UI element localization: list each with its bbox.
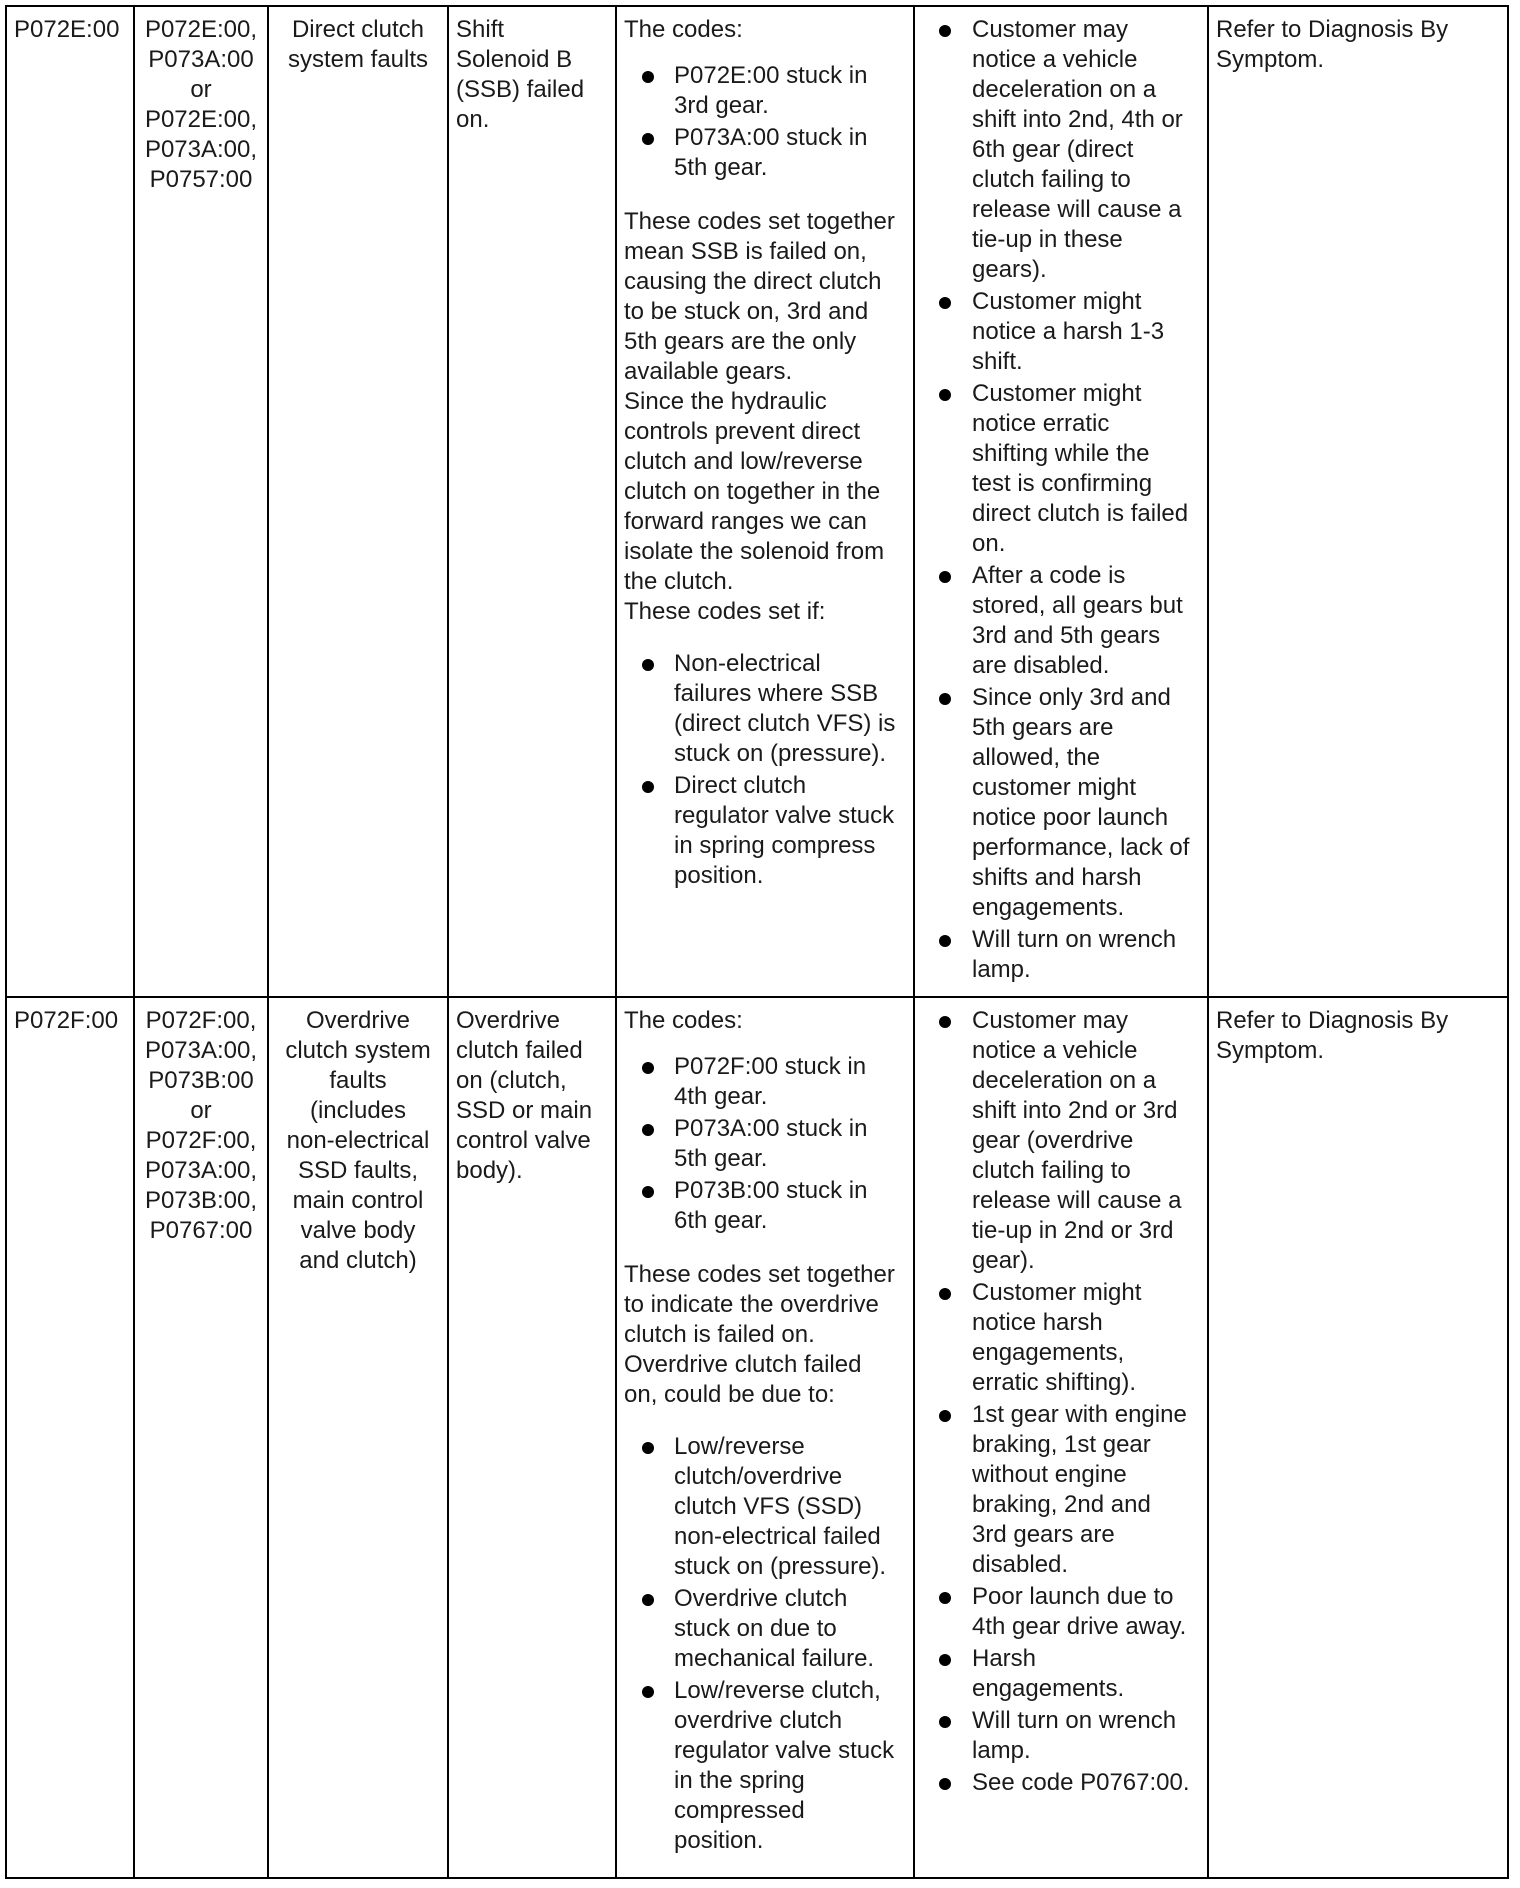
bullet-list [624,1432,906,1856]
text-line: notice poor launch [972,804,1169,831]
text-line: regulator valve stuck [674,802,895,829]
list-item [914,287,1200,377]
text-line: notice erratic [972,410,1110,437]
text-line: SSD faults, [297,1157,419,1184]
text-line: regulator valve stuck [674,1737,895,1764]
dtc-table [5,5,1509,1879]
text-line: on. [456,106,490,133]
text-line: 3rd and 5th gears [972,622,1161,649]
text-line: and clutch) [299,1247,417,1274]
text-line: position. [674,862,764,889]
text-line: stuck on due to [674,1615,837,1642]
text-line: body). [456,1157,523,1184]
text-line: causing the direct clutch [624,268,882,295]
bullet-icon [642,1442,654,1454]
list-item-text [674,1433,886,1580]
text-line: clutch/overdrive [674,1463,843,1490]
text-line: test is confirming [972,470,1153,497]
text-line: controls prevent direct [624,418,861,445]
list-item-text [674,650,895,767]
text-line: notice a vehicle [972,1037,1138,1064]
bullet-icon [642,71,654,83]
text-line: Poor launch due to [972,1583,1174,1610]
text-line: deceleration on a [972,1067,1157,1094]
list-item-text [674,1053,866,1110]
list-item [914,1768,1200,1798]
text-line: shift into 2nd or 3rd [972,1097,1178,1124]
text-line: Harsh [972,1645,1037,1672]
text-line: position. [674,1827,764,1854]
text-line: These codes set together [624,208,895,235]
text-line: P0767:00 [149,1217,253,1244]
list-item-text [972,684,1189,921]
text-line: in spring compress [674,832,876,859]
action-cell [1208,6,1508,997]
action-cell [1208,997,1508,1878]
bullet-icon [939,1016,951,1028]
text-line: Solenoid B [456,46,573,73]
list-item [624,771,906,891]
list-item [624,1052,906,1112]
system-cell [268,6,448,997]
spacer [624,1410,906,1432]
text-line: Customer may [972,1007,1129,1034]
text-line: are disabled. [972,652,1110,679]
text-line: Customer might [972,1279,1142,1306]
text-line: P073A:00, [144,1037,258,1064]
text-line: to be stuck on, 3rd and [624,298,869,325]
text-line: to indicate the overdrive [624,1291,879,1318]
list-item-text [674,772,894,889]
text-line: gear). [972,1247,1035,1274]
text-line: Refer to Diagnosis By [1216,1007,1449,1034]
bullet-icon [939,1778,951,1790]
table-row [6,6,1508,997]
text-line: in the spring [674,1767,805,1794]
text-line: 4th gear. [674,1083,768,1110]
text-line: 5th gear. [674,154,768,181]
list-item [624,1114,906,1174]
list-item [914,1582,1200,1642]
list-item [624,1432,906,1582]
text-line: clutch and low/reverse [624,448,863,475]
text-line: customer might [972,774,1137,801]
text-line: engagements. [972,894,1125,921]
text-line: Symptom. [1216,46,1325,73]
text-line: clutch on together in the [624,478,881,505]
text-line: P073A:00 [148,46,254,73]
text-line: Overdrive [456,1007,561,1034]
text-line: lamp. [972,956,1031,983]
bullet-icon [939,1288,951,1300]
text-line: gear (overdrive [972,1127,1134,1154]
text-line: gears). [972,256,1047,283]
text-line: Refer to Diagnosis By [1216,16,1449,43]
text-line: shift. [972,348,1023,375]
bullet-list [624,61,906,183]
text-line: Symptom. [1216,1037,1325,1064]
spacer [624,185,906,207]
text-line: Customer may [972,16,1129,43]
dtc-code: P072F:00 [14,1007,119,1034]
text-line: P073B:00, [144,1187,258,1214]
text-line: (direct clutch VFS) is [674,710,896,737]
text-line: (includes [309,1097,407,1124]
bullet-icon [939,1716,951,1728]
text-line: P073B:00 stuck in [674,1177,868,1204]
text-line: erratic shifting). [972,1369,1137,1396]
code-combination-cell [134,997,268,1878]
text-line: shift into 2nd, 4th or [972,106,1183,133]
text-line: Overdrive clutch failed [624,1351,862,1378]
description-text [624,1260,906,1410]
text-line: stuck on (pressure). [674,740,887,767]
text-line: Overdrive [305,1007,411,1034]
text-line: notice a harsh 1-3 [972,318,1165,345]
text-line: valve body [300,1217,416,1244]
list-item [914,561,1200,681]
list-item-text [972,1279,1141,1396]
bullet-icon [642,133,654,145]
text-line: control valve [456,1127,591,1154]
text-line: mechanical failure. [674,1645,875,1672]
description-cell [616,997,914,1878]
text-line: notice harsh [972,1309,1103,1336]
text-line: Overdrive clutch [674,1585,848,1612]
text-line: clutch VFS (SSD) [674,1493,863,1520]
bullet-list [624,1052,906,1236]
list-item-text [972,926,1176,983]
bullet-icon [939,571,951,583]
text-line: disabled. [972,1551,1069,1578]
list-item [914,1006,1200,1276]
dtc-cell [6,997,134,1878]
text-line: Low/reverse [674,1433,805,1460]
text-line: isolate the solenoid from [624,538,885,565]
list-item-text [674,1677,894,1854]
bullet-list [914,15,1200,985]
text-line: without engine [972,1461,1127,1488]
text-line: P0757:00 [149,166,253,193]
text-line: P072F:00, [145,1007,257,1034]
text-line: braking, 1st gear [972,1431,1151,1458]
system-cell [268,997,448,1878]
spacer [624,45,906,61]
text-line: clutch is failed on. [624,1321,815,1348]
text-line: Will turn on wrench [972,1707,1177,1734]
text-line: on, could be due to: [624,1381,835,1408]
bullet-icon [642,1686,654,1698]
spacer [624,627,906,649]
text-line: After a code is [972,562,1126,589]
list-item [914,1644,1200,1704]
list-item [624,61,906,121]
text-line: clutch failing to [972,1157,1131,1184]
text-line: P073A:00, [144,1157,258,1184]
list-item [914,1706,1200,1766]
list-item-text [674,124,867,181]
text-line: allowed, the [972,744,1101,771]
code-combination-cell [134,6,268,997]
dtc-cell [6,6,134,997]
text-line: These codes set if: [624,598,826,625]
text-line: Direct clutch [674,772,807,799]
text-line: non-electrical failed [674,1523,881,1550]
text-line: failures where SSB [674,680,879,707]
list-item [624,1176,906,1236]
list-item-text [972,562,1183,679]
list-item-text [972,288,1164,375]
list-item-text [972,380,1188,557]
text-line: mean SSB is failed on, [624,238,867,265]
text-line: on. [972,530,1006,557]
list-item-text [674,1585,874,1672]
text-line: 3rd gears are [972,1521,1115,1548]
list-item [624,649,906,769]
text-line: tie-up in 2nd or 3rd [972,1217,1174,1244]
text-line: deceleration on a [972,76,1157,103]
text-line: These codes set together [624,1261,895,1288]
list-item-text [972,1007,1181,1274]
text-line: overdrive clutch [674,1707,843,1734]
text-line: See code P0767:00. [972,1769,1190,1796]
bullet-list [914,1006,1200,1798]
text-line: clutch failed [456,1037,583,1064]
text-line: shifting while the [972,440,1150,467]
text-line: on (clutch, [456,1067,567,1094]
list-item-text [674,1177,867,1234]
text-line: P073A:00, [144,136,258,163]
text-line: or [190,1097,212,1124]
text-line: clutch failing to [972,166,1131,193]
failure-cell [448,997,616,1878]
text-line: P073A:00 stuck in [674,124,868,151]
bullet-icon [939,693,951,705]
bullet-icon [939,1654,951,1666]
text-line: available gears. [624,358,793,385]
bullet-icon [642,781,654,793]
text-line: Customer might [972,380,1142,407]
text-line: main control [292,1187,424,1214]
bullet-icon [939,1592,951,1604]
text-line: 5th gear. [674,1145,768,1172]
text-line: P072E:00 stuck in [674,62,868,89]
text-line: stored, all gears but [972,592,1183,619]
text-line: Will turn on wrench [972,926,1177,953]
symptoms-cell [914,6,1208,997]
text-line: Low/reverse clutch, [674,1677,881,1704]
list-item-text [972,1645,1124,1702]
list-item [914,1278,1200,1398]
bullet-icon [642,1594,654,1606]
text-line: 6th gear. [674,1207,768,1234]
text-line: braking, 2nd and [972,1491,1151,1518]
text-line: 5th gears are [972,714,1114,741]
list-item [914,925,1200,985]
bullet-icon [939,389,951,401]
bullet-icon [642,1062,654,1074]
bullet-icon [939,1410,951,1422]
list-item [914,379,1200,559]
bullet-icon [939,297,951,309]
bullet-icon [642,659,654,671]
bullet-list [624,649,906,891]
spacer [624,1036,906,1052]
text-line: (SSB) failed [456,76,585,103]
description-intro: The codes: [624,16,743,43]
text-line: P073B:00 [148,1067,254,1094]
bullet-icon [939,25,951,37]
text-line: release will cause a [972,196,1182,223]
text-line: notice a vehicle [972,46,1138,73]
text-line: or [190,76,212,103]
list-item [624,1584,906,1674]
description-intro: The codes: [624,1007,743,1034]
list-item [914,683,1200,923]
text-line: the clutch. [624,568,734,595]
text-line: P072E:00, [144,16,258,43]
text-line: tie-up in these [972,226,1123,253]
text-line: stuck on (pressure). [674,1553,887,1580]
text-line: SSD or main [456,1097,593,1124]
text-line: Customer might [972,288,1142,315]
list-item-text [674,1115,867,1172]
table-row [6,997,1508,1878]
list-item-text [972,1769,1190,1796]
text-line: 3rd gear. [674,92,769,119]
text-line: clutch system [285,1037,431,1064]
text-line: performance, lack of [972,834,1190,861]
text-line: P072E:00, [144,106,258,133]
list-item-text [972,1401,1187,1578]
list-item-text [972,16,1183,283]
text-line: engagements, [972,1339,1125,1366]
text-line: P073A:00 stuck in [674,1115,868,1142]
bullet-icon [642,1186,654,1198]
list-item [914,1400,1200,1580]
symptoms-cell [914,997,1208,1878]
description-text [624,207,906,627]
text-line: lamp. [972,1737,1031,1764]
text-line: Direct clutch [291,16,425,43]
text-line: 6th gear (direct [972,136,1134,163]
text-line: system faults [287,46,429,73]
text-line: non-electrical [286,1127,430,1154]
text-line: engagements. [972,1675,1125,1702]
text-line: 1st gear with engine [972,1401,1187,1428]
text-line: Since only 3rd and [972,684,1171,711]
list-item-text [972,1707,1176,1764]
text-line: Since the hydraulic [624,388,827,415]
list-item [914,15,1200,285]
bullet-icon [642,1124,654,1136]
dtc-code: P072E:00 [14,16,120,43]
text-line: shifts and harsh [972,864,1142,891]
text-line: release will cause a [972,1187,1182,1214]
text-line: direct clutch is failed [972,500,1189,527]
bullet-icon [939,935,951,947]
text-line: Shift [456,16,505,43]
text-line: P072F:00 stuck in [674,1053,867,1080]
text-line: Non-electrical [674,650,821,677]
list-item-text [972,1583,1186,1640]
spacer [624,1238,906,1260]
text-line: 5th gears are the only [624,328,857,355]
list-item-text [674,62,867,119]
list-item [624,1676,906,1856]
list-item [624,123,906,183]
failure-cell [448,6,616,997]
text-line: 4th gear drive away. [972,1613,1187,1640]
text-line: faults [329,1067,387,1094]
text-line: compressed [674,1797,805,1824]
description-cell [616,6,914,997]
text-line: P072F:00, [145,1127,257,1154]
text-line: forward ranges we can [624,508,867,535]
